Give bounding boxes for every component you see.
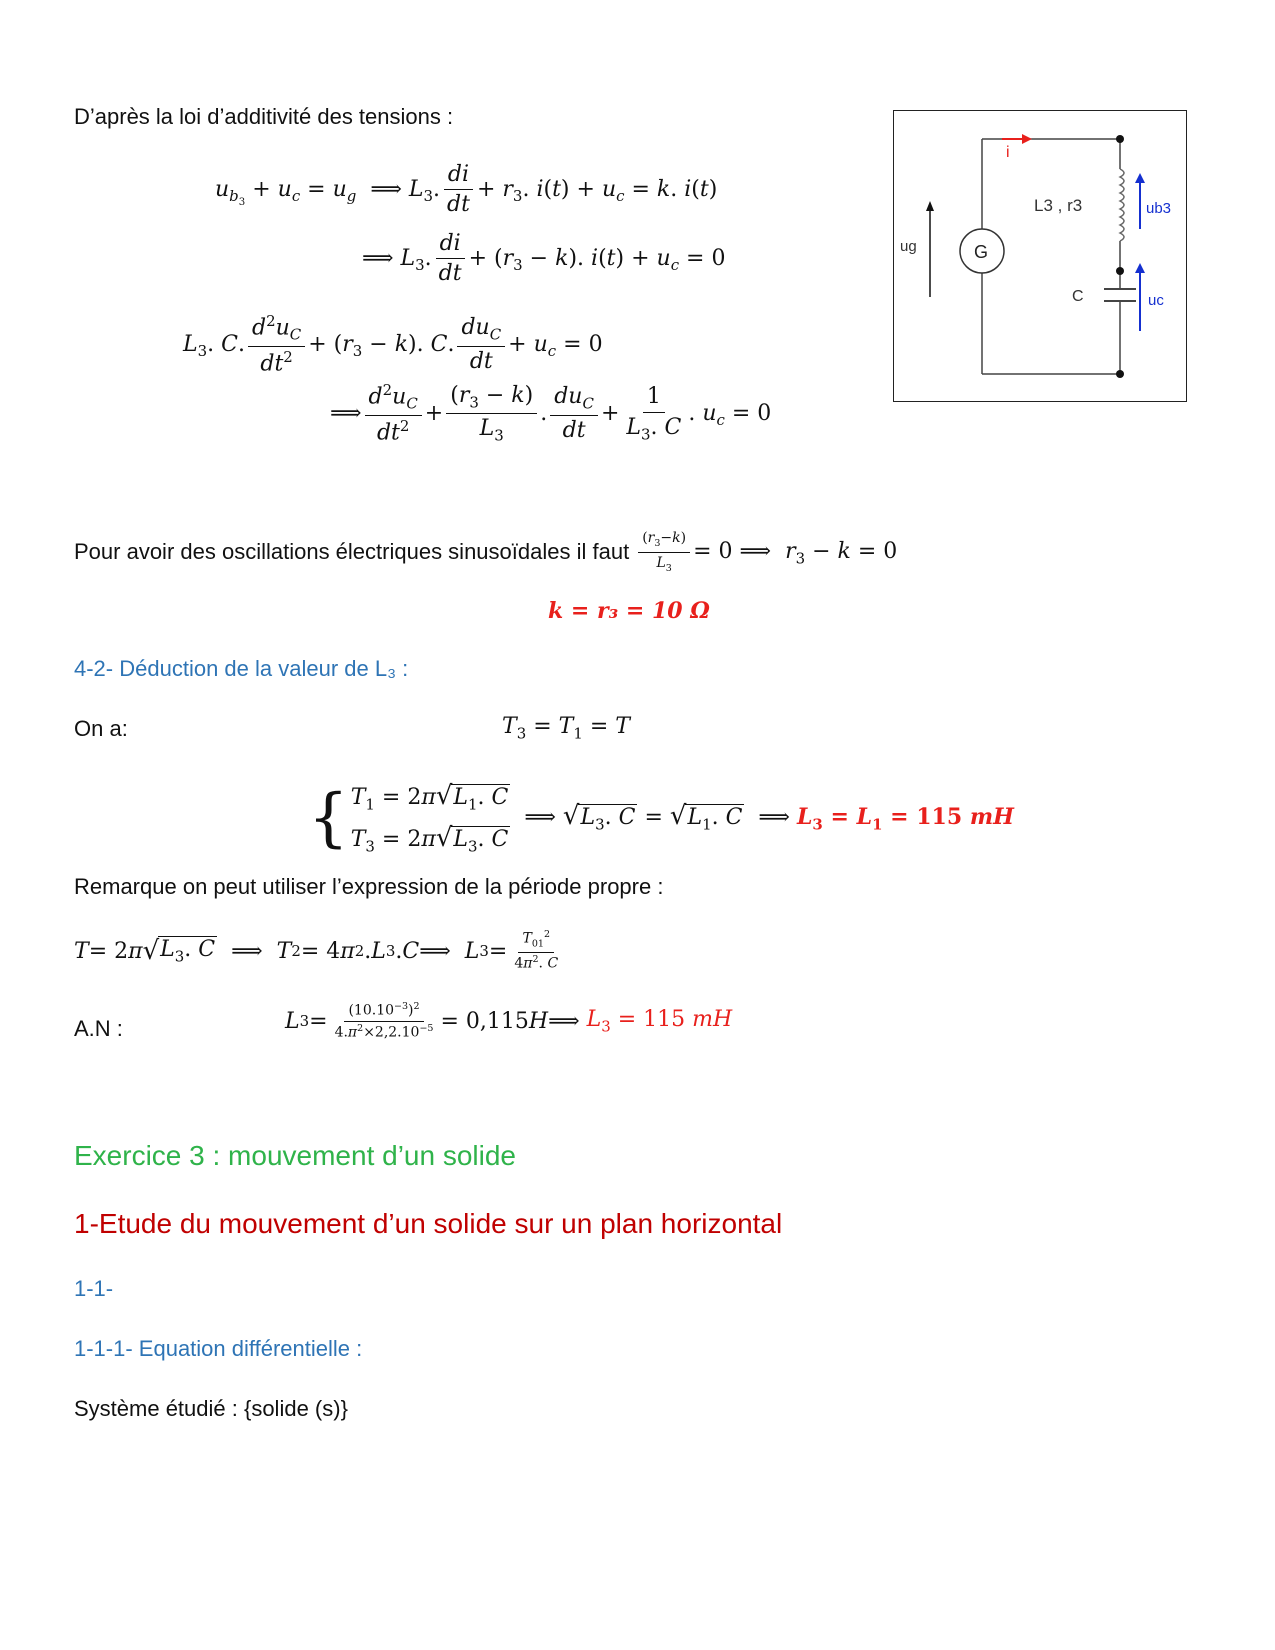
equation-period-formula: T = 2 π √ $L_3$. C ⟹ T 2 = 4 π 2 . L 3 . C ⟹ L 3 = $\frac{T_{01}^2}{4\pi^2. C}$ xyxy=(74,929,559,973)
equation-kirchhoff: $u_{b_3} + u_c = u_g$ ⟹ $L_3$. $\frac{di}{dt}$ + $r_3$. $i(t) + u_c = k$. i(t) xyxy=(215,162,718,218)
system-studied: Système étudié : {solide (s)} xyxy=(74,1396,348,1421)
subsection-1-1: 1-1- xyxy=(74,1276,114,1301)
equation-rearranged: ⟹ $L_3$. $\frac{di}{dt}$ + $(r_3 - k)$. $i(t) + u_c = 0$ xyxy=(362,231,726,287)
part-1-title: 1-Etude du mouvement d’un solide sur un plan horizontal xyxy=(74,1208,783,1239)
oscillation-text: Pour avoir des oscillations électriques sinusoïdales il faut xyxy=(74,539,630,565)
remark-text: Remarque on peut utiliser l’expression de la période propre : xyxy=(74,874,664,899)
on-a-label: On a: xyxy=(74,716,128,741)
circuit-diagram xyxy=(893,110,1187,402)
equation-periods: $T_3 = T_1 = T$ xyxy=(502,714,630,743)
circuit-svg xyxy=(894,111,1186,401)
ug-label: ug xyxy=(900,238,917,255)
equation-normalized: ⟹ $\frac{d^2u_C}{dt^2}$ + $\frac{(r_3 - k)}{L_3}$ . $\frac{du_C}{dt}$ + $\frac{1}{L_3. C}$ . $u_c = 0$ xyxy=(330,381,772,446)
equation-second-order: $L_3$. C. $\frac{d^2u_C}{dt^2}$ + $(r_3 - k)$. C. $\frac{du_C}{dt}$ + $u_c = 0$ xyxy=(183,312,603,377)
oscillation-condition xyxy=(74,530,897,574)
current-label: i xyxy=(1006,144,1010,161)
equation-system: { $T_1 = 2\pi√L_1$. C $T_3 = 2\pi√L_3$. C ⟹ $√L_3$. $C = √L_1$. C ⟹ $L_3 = L_1 = 115$ mH xyxy=(308,780,1014,855)
intro-text: D’après la loi d’additivité des tensions : xyxy=(74,104,454,129)
coil-label: L3 , r3 xyxy=(1034,196,1083,215)
exercise-title: Exercice 3 : mouvement d’un solide xyxy=(74,1140,516,1171)
section-4-2-heading: 4-2- Déduction de la valeur de L₃ : xyxy=(74,656,409,681)
generator-label: G xyxy=(974,242,989,262)
oscillation-equation: $\frac{(r_3-k)}{L_3}$ = 0 ⟹ $r_3 - k = 0$ xyxy=(635,530,897,574)
equation-numeric: L 3 = $\frac{(10.10^{-3})^2}{4.\pi^2\times 2,2.10^{-5}}$ = 0,115 H ⟹ $L_3 = 115$ mH xyxy=(285,1001,733,1041)
capacitor-label: C xyxy=(1072,288,1084,305)
an-label: A.N : xyxy=(74,1016,123,1041)
ub3-label: ub3 xyxy=(1146,200,1172,217)
subsection-1-1-1: 1-1-1- Equation différentielle : xyxy=(74,1336,363,1361)
uc-label: uc xyxy=(1148,292,1164,309)
result-k: k = r₃ = 10 Ω xyxy=(548,598,710,624)
